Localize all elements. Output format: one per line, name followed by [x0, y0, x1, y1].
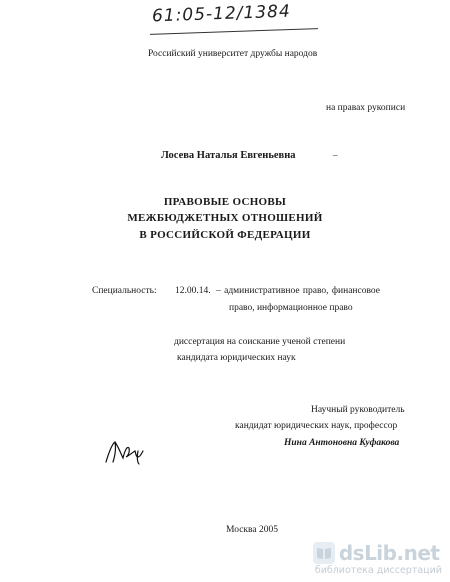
- manuscript-rights-note: на правах рукописи: [326, 103, 406, 113]
- watermark-subtitle: библиотека диссертаций: [314, 565, 442, 576]
- title-line-3: В РОССИЙСКОЙ ФЕДЕРАЦИИ: [139, 229, 311, 241]
- degree-statement-line-2: кандидата юридических наук: [177, 353, 296, 363]
- university-name: Российский университет дружбы народов: [148, 49, 318, 59]
- city-year: Москва 2005: [226, 525, 278, 535]
- author-name: Лосева Наталья Евгеньевна: [161, 150, 296, 161]
- specialty-description-line-1: – административное право, финансовое: [216, 286, 380, 296]
- specialty-code: 12.00.14.: [175, 286, 211, 296]
- archive-stamp: 61:05-12/1384: [151, 1, 292, 27]
- stamp-underline: [150, 28, 318, 35]
- degree-statement-line-1: диссертация на соискание ученой степени: [174, 337, 346, 347]
- book-icon: [313, 542, 335, 564]
- specialty-label: Специальность:: [92, 286, 157, 296]
- specialty-description-line-2: право, информационное право: [229, 303, 353, 313]
- supervisor-role: Научный руководитель: [311, 405, 405, 415]
- dslib-watermark[interactable]: [313, 541, 442, 576]
- title-line-1: ПРАВОВЫЕ ОСНОВЫ: [163, 196, 287, 208]
- handwritten-signature: [103, 438, 151, 466]
- supervisor-degree: кандидат юридических наук, профессор: [235, 421, 398, 431]
- watermark-brand: dsLib.net: [338, 541, 440, 565]
- supervisor-name: Нина Антоновна Куфакова: [284, 438, 400, 448]
- author-mark: –: [333, 150, 338, 160]
- title-line-2: МЕЖБЮДЖЕТНЫХ ОТНОШЕНИЙ: [127, 212, 323, 224]
